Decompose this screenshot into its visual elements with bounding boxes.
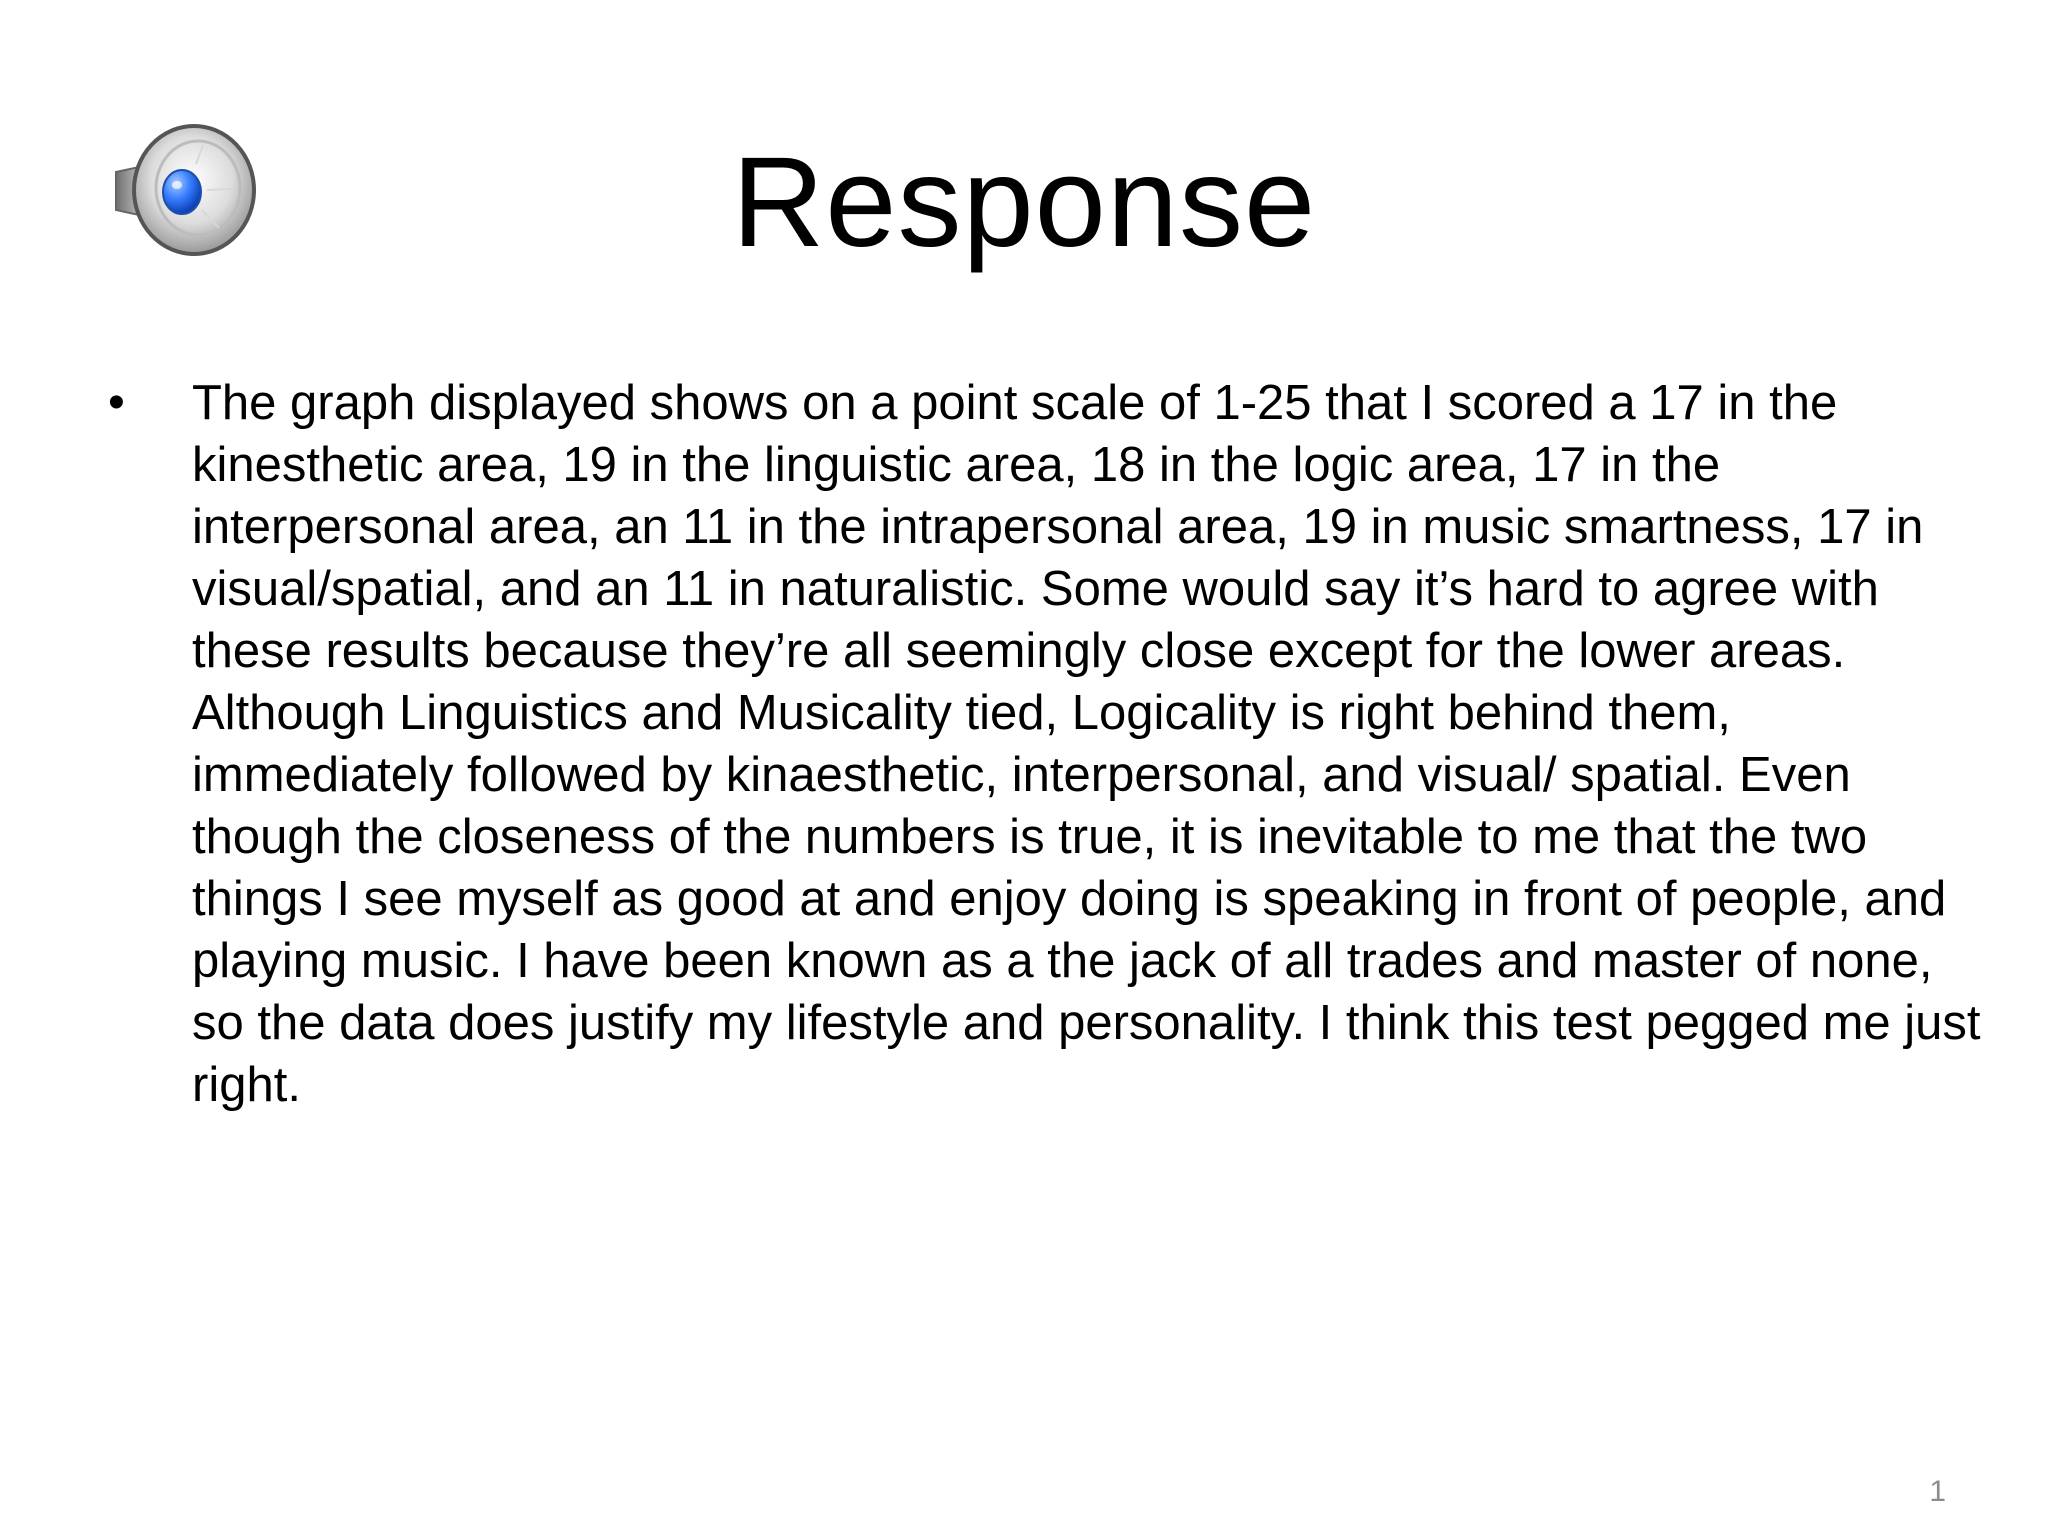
bullet-item xyxy=(108,372,1988,1116)
slide-title: Response xyxy=(731,131,1317,274)
bullet-marker: • xyxy=(108,376,125,429)
bullet-text: The graph displayed shows on a point scale of 1-25 that I scored a 17 in the kinesthetic area, 19 in the linguistic area, 18 in the logic area, 17 in the interpersonal area, an 11 in the intrapersonal area, 19 in music smartness, 17 in visual/spatial, and an 11 in naturalistic. Some would say it’s hard to agree with these results because they’re all seemingly close except for the lower areas. Although Linguistics and Musicality tied, Logicality is right behind them, immediately followed by kinaesthetic, interpersonal, and visual/ spatial. Even though the closeness of the numbers is true, it is inevitable to me that the two things I see myself as good at and enjoy doing is speaking in front of people, and playing music. I have been known as a the jack of all trades and master of none, so the data does justify my lifestyle and personality. I think this test pegged me just right. xyxy=(192,376,1981,1112)
page-number: 1 xyxy=(1929,1475,1946,1508)
slide-body xyxy=(108,372,1988,1116)
